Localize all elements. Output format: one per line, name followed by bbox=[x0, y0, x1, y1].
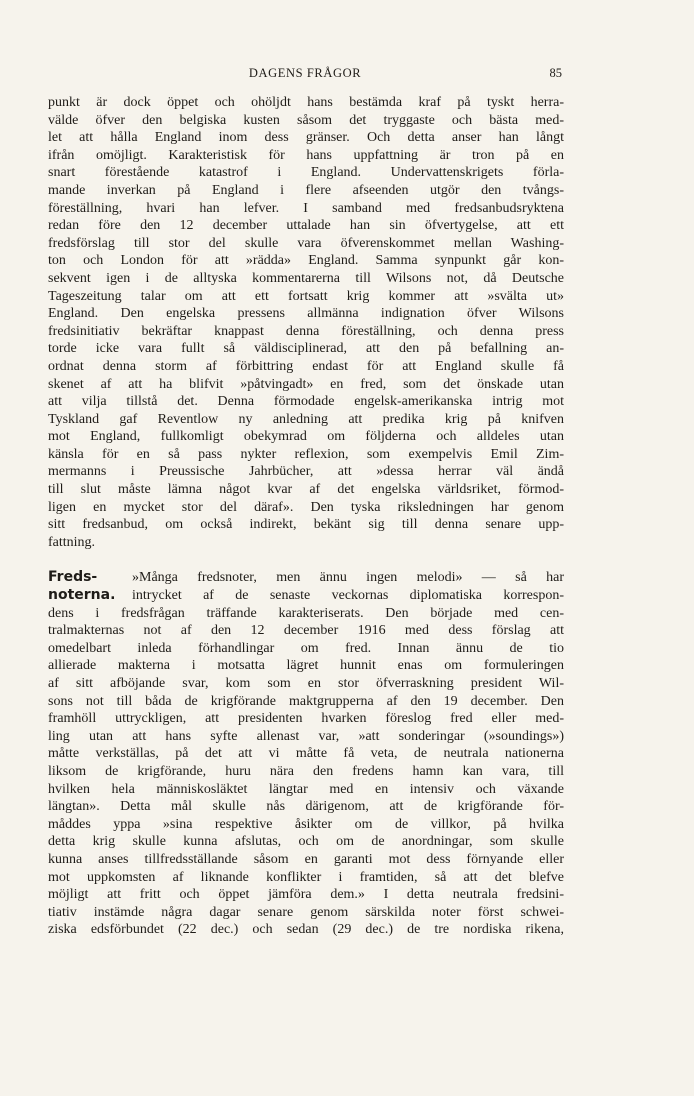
text-line: sons not till båda de krigförande maktgrupperna af den 19 december. Den bbox=[48, 693, 564, 709]
text-line: Tageszeitung talar om att ett fortsatt krig kommer att »svälta ut» bbox=[48, 288, 564, 304]
text-line: tralmakternas not af den 12 december 1916 med dess förslag att bbox=[48, 623, 564, 639]
text-line: sitt fredsanbud, om också indirekt, bekänt sig till denna senare upp- bbox=[48, 517, 564, 533]
text-line: torde icke vara fullt så väldisciplinerad, att den på befallning an- bbox=[48, 341, 564, 357]
text-line: längtan». Detta mål skulle nås därigenom, att de krigförande för- bbox=[48, 799, 564, 815]
text-line: dens i fredsfrågan träffande karakteriserats. Den började med cen- bbox=[48, 605, 564, 621]
text-line: af sitt afböjande svar, kom som en stor öfverraskning president Wil- bbox=[48, 676, 564, 691]
text-line: att vilja tillstå det. Denna förmodade engelsk-amerikanska intrig mot bbox=[48, 394, 564, 410]
text-line: let att hålla England inom dess gränser. Och detta anser han långt bbox=[48, 130, 564, 146]
text-line: detta krig skulle kunna afslutas, och om de anordningar, som skulle bbox=[48, 834, 564, 850]
text-line: ling utan att hans syfte allenast var, »att sonderingar (»soundings») bbox=[48, 728, 564, 744]
text-line: framhöll uttryckligen, att presidenten hvarken föreslog fred eller med- bbox=[48, 711, 564, 727]
text-line: tiativ instämde några dagar senare genom särskilda noter först schwei- bbox=[48, 904, 564, 920]
text-line: fattning. bbox=[48, 534, 96, 550]
text-line: välde öfver den belgiska kusten såsom det tryggaste och bästa med- bbox=[48, 112, 564, 128]
text-line: Tyskland gaf Reventlow ny anledning att predika krig på knifven bbox=[48, 411, 564, 427]
text-line: mot England, fullkomligt obekymrad om följderna och alldeles utan bbox=[48, 429, 564, 445]
text-line: England. Den engelska pressens allmänna indignation öfver Wilsons bbox=[48, 306, 564, 322]
text-line: liksom de krigförande, huru nära den fredens hamn kan vara, till bbox=[48, 763, 564, 779]
text-line: fredsinitiativ bekräftar knappast denna föreställning, och denna press bbox=[48, 323, 564, 339]
page-number: 85 bbox=[549, 66, 562, 80]
paragraph-1 bbox=[48, 94, 564, 551]
text-line: sekvent igen i de alltyska kommentarerna till Wilsons not, då Deutsche bbox=[48, 270, 564, 286]
text-line: känsla för en så pass nykter reflexion, som exempelvis Emil Zim- bbox=[48, 446, 564, 462]
text-line: måddes yppa »sina respektive åsikter om de villkor, på hvilka bbox=[48, 816, 564, 832]
text-line: »Många fredsnoter, men ännu ingen melodi» — så har bbox=[132, 570, 564, 586]
text-line: möjligt att fritt och öppet jämföra dem.» I detta neutrala fredsini- bbox=[48, 887, 564, 903]
text-line: allierade makterna i motsatta lägret hunnit enas om formuleringen bbox=[48, 658, 564, 674]
text-line: omedelbart inleda förhandlingar om fred. Innan ännu de tio bbox=[48, 640, 564, 656]
text-line: hvilken hela människosläktet längtar med en intensiv och växande bbox=[48, 781, 564, 797]
text-line: föreställning, hvari han lefver. I samband med fredsanbudsryktena bbox=[48, 200, 564, 216]
text-line: ifrån omöjligt. Karakteristisk för hans uppfattning är tron på en bbox=[48, 147, 564, 163]
text-line: punkt är dock öppet och ohöljdt hans bestämda kraf på tyskt herra- bbox=[48, 95, 564, 110]
body-text bbox=[48, 94, 564, 939]
running-title: DAGENS FRÅGOR bbox=[248, 66, 362, 80]
text-line: måtte verkställas, på det att vi måtte få veta, de neutrala nationerna bbox=[48, 746, 564, 762]
section-body-lines bbox=[48, 605, 564, 939]
margin-heading-line-2: noterna. bbox=[48, 587, 116, 604]
text-line: ligen en mycket stor del däraf». Den tyska riksledningen har genom bbox=[48, 499, 564, 515]
text-line: ton och London för att »rädda» England. Samma synpunkt går kon- bbox=[48, 253, 564, 269]
page-header bbox=[48, 66, 562, 86]
text-line: ziska edsförbundet (22 dec.) och sedan (29 dec.) de tre nordiska rikena, bbox=[48, 922, 564, 938]
text-line: mande inverkan på England i flere afseenden utgör den tvångs- bbox=[48, 182, 564, 198]
margin-heading bbox=[48, 569, 128, 604]
text-line: redan före den 12 december uttalade han sin öfvertygelse, att ett bbox=[48, 218, 564, 234]
margin-heading-line-1: Freds- bbox=[48, 569, 98, 586]
text-line: mot uppkomsten af liknande konflikter i framtiden, så att det blefve bbox=[48, 869, 564, 885]
text-line: ordnat denna storm af förbittring endast för att England skulle få bbox=[48, 358, 564, 374]
text-line: mermanns i Preussische Jahrbücher, att »dessa herrar väl ändå bbox=[48, 464, 564, 480]
text-line: skenet af att ha blifvit »påtvingadt» en fred, som det önskade utan bbox=[48, 376, 564, 392]
section-fredsnoterna bbox=[48, 569, 564, 938]
text-line: till slut måste lämna något kvar af det engelska världsriket, förmod- bbox=[48, 482, 564, 498]
text-line: intrycket af de senaste veckornas diplomatiska korrespon- bbox=[132, 588, 564, 604]
text-line: fredsförslag till stor del skulle vara öfverenskommet mellan Washing- bbox=[48, 235, 564, 251]
text-line: kunna anses tillfredsställande såsom en garanti mot dess förnyande eller bbox=[48, 851, 564, 867]
text-line: snart förestående katastrof i England. Undervattenskrigets förla- bbox=[48, 165, 564, 181]
